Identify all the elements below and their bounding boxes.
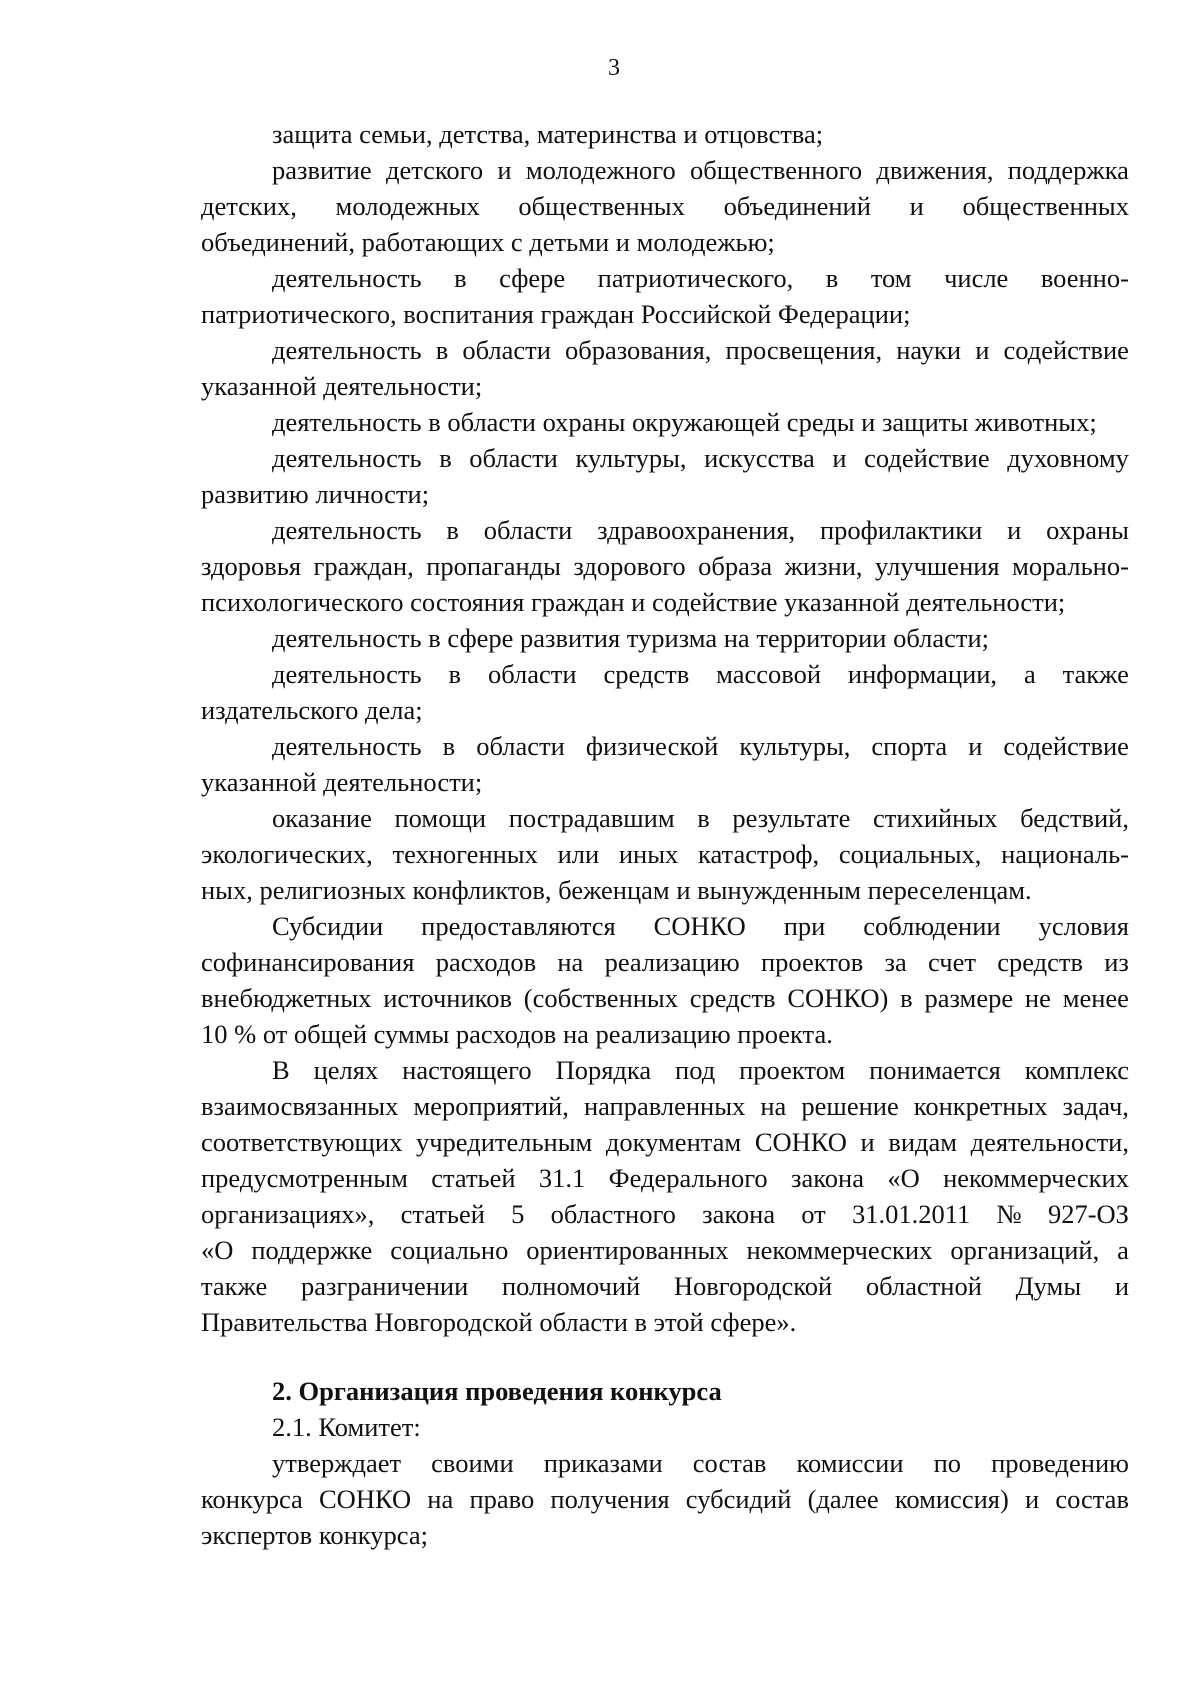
word: области [483,515,573,545]
word: также [201,1271,268,1301]
word: содействие [864,443,990,473]
word: деятельность [272,263,422,293]
word: бедствий, [1020,803,1129,833]
word: областного [550,1199,676,1229]
word: в [900,983,913,1013]
word: искусства [704,443,815,473]
paragraph-line [201,1232,1129,1268]
word: результате [732,803,851,833]
word: области [476,731,565,761]
word: «О [201,1235,234,1265]
paragraph-line: защита семьи, детства, материнства и отцовства; [272,119,824,149]
word: получения [550,1484,670,1514]
word: иных [618,839,679,869]
word: соответствующих [201,1127,403,1157]
paragraph-line [201,1052,1129,1088]
word: культуры, [739,731,851,761]
word: направленных [583,1091,746,1121]
word: экологических, [201,839,373,869]
word: СОНКО [319,1484,412,1514]
word: разграничении [300,1271,469,1301]
word: целях [313,1055,379,1085]
word: пропаганды [426,551,561,581]
paragraph-line: указанной деятельности; [201,371,483,401]
word: полномочий [501,1271,641,1301]
word: деятельности, [970,1127,1129,1157]
word: реализацию [604,947,740,977]
paragraph-line [201,1160,1129,1196]
word: и [975,335,990,365]
word: детских, [201,191,297,221]
word: видам [888,1127,958,1157]
word: числе [944,263,1009,293]
paragraph-line [201,1088,1129,1124]
paragraph-line [201,944,1129,980]
word: приказами [543,1448,663,1478]
paragraph-line: ных, религиозных конфликтов, беженцам и вынужденным переселенцам. [201,875,1032,905]
word: профилактики [819,515,983,545]
word: Субсидии [272,911,384,941]
word: том [870,263,912,293]
word: охраны [1046,515,1129,545]
word: деятельность [272,659,422,689]
word: расходов [435,947,537,977]
word: общественного [690,155,863,185]
word: здорового [573,551,686,581]
word: националь- [1001,839,1129,869]
word: физической [585,731,719,761]
paragraph-mass-media [201,656,1129,728]
word: СОНКО [754,1127,847,1157]
word: Федерального [608,1163,768,1193]
word: в [697,803,710,833]
paragraph-line: Правительства Новгородской области в этой сфере». [201,1307,797,1337]
word: содействие [1003,731,1129,761]
word: в [825,263,839,293]
word: проведению [991,1448,1129,1478]
page-number: 3 [608,55,620,81]
word: в [446,515,459,545]
word: конкретных [913,1091,1048,1121]
word: в [442,731,456,761]
word: военно- [1040,263,1129,293]
word: общественных [962,191,1129,221]
paragraph-line [201,836,1129,872]
word: ориентированных [526,1235,729,1265]
word: закона [702,1199,776,1229]
paragraph-line [201,1124,1129,1160]
word: патриотического, [597,263,794,293]
paragraph-disaster-relief [201,800,1129,908]
word: поддержка [1007,155,1129,185]
word: за [884,947,907,977]
word: (собственных [523,983,678,1013]
section-paragraph-line: экспертов конкурса; [201,1520,428,1550]
word: размере [924,983,1014,1013]
word: утверждает [272,1448,402,1478]
word: некоммерческих [746,1235,933,1265]
word: мероприятий, [413,1091,569,1121]
word: учредительным [415,1127,593,1157]
word: массовой [716,659,821,689]
section-gap [201,1340,1129,1373]
word: и [1114,1271,1129,1301]
word: области [469,443,558,473]
word: а [1023,659,1036,689]
word: стихийных [873,803,998,833]
word: 927-ОЗ [1047,1199,1129,1229]
paragraph-line: деятельность в области охраны окружающей среды и защиты животных; [272,407,1097,437]
word: здоровья [201,551,302,581]
word: области [487,659,577,689]
word: поддержке [251,1235,373,1265]
word: по [933,1448,962,1478]
word: некоммерческих [943,1163,1129,1193]
word: под [675,1055,716,1085]
paragraph-line [201,440,1129,476]
word: № [996,1199,1022,1229]
paragraph-line [201,152,1129,188]
word: при [783,911,826,941]
word: средств [603,659,690,689]
document-body [201,116,1129,1553]
paragraph-sports [201,728,1129,800]
paragraph-line: развитию личности; [201,479,430,509]
word: также [1062,659,1129,689]
word: своими [431,1448,514,1478]
paragraph-line [201,908,1129,944]
word: статьей [400,1199,485,1229]
word: движения, [876,155,994,185]
word: информации, [847,659,998,689]
word: СОНКО) [787,983,889,1013]
paragraph-line [201,260,1129,296]
word: области [462,335,551,365]
word: конкурса [201,1484,303,1514]
paragraph-patriotic-education [201,260,1129,332]
paragraph-line [201,1268,1129,1304]
word: менее [1062,983,1129,1013]
word: а [1117,1235,1129,1265]
word: предусмотренным [201,1163,408,1193]
paragraph-line [201,980,1129,1016]
word: средств [689,983,776,1013]
word: субсидий [685,1484,792,1514]
paragraph-line: объединений, работающих с детьми и молодежью; [201,227,775,257]
word: статьей [431,1163,516,1193]
paragraph-healthcare [201,512,1129,620]
section-heading: 2. Организация проведения конкурса [272,1376,722,1406]
paragraph-line [201,548,1129,584]
paragraph-line: издательского дела; [201,695,423,725]
word: соблюдении [863,911,1001,941]
word: молодежных [335,191,480,221]
paragraph-family-protection [201,116,1129,152]
word: и [832,443,847,473]
word: на [760,1091,787,1121]
word: от [801,1199,826,1229]
word: организациях», [201,1199,375,1229]
word: или [557,839,600,869]
word: помощи [394,803,487,833]
word: объединений [723,191,871,221]
word: 31.1 [538,1163,586,1193]
word: право [469,1484,535,1514]
word: предоставляются [421,911,616,941]
word: в [448,659,462,689]
paragraph-line [201,656,1129,692]
paragraph-list [201,116,1129,1340]
word: задач, [1062,1091,1129,1121]
word: на [427,1484,454,1514]
word: состав [1055,1484,1129,1514]
paragraph-line [201,1196,1129,1232]
section-subheading: 2.1. Комитет: [272,1412,421,1442]
paragraph-line: 10 % от общей суммы расходов на реализацию проекта. [201,1019,833,1049]
word: В [272,1055,290,1085]
word: пострадавшим [508,803,675,833]
word: катастроф, [697,839,820,869]
word: граждан, [313,551,414,581]
paragraph-line: патриотического, воспитания граждан Российской Федерации; [201,299,911,329]
paragraph-youth-movement [201,152,1129,260]
word: Новгородской [673,1271,833,1301]
word: понимается [869,1055,1001,1085]
word: улучшения [875,551,1000,581]
word: Думы [1015,1271,1082,1301]
word: проектов [760,947,864,977]
word: решение [801,1091,899,1121]
word: и [909,191,924,221]
word: техногенных [392,839,538,869]
word: организаций, [950,1235,1100,1265]
paragraph-environment [201,404,1129,440]
word: средств [997,947,1083,977]
paragraph-line [201,800,1129,836]
word: и [1024,1484,1040,1514]
word: науки [896,335,962,365]
word: и [1007,515,1022,545]
word: внебюджетных [201,983,372,1013]
word: (далее [807,1484,879,1514]
paragraph-culture-art [201,440,1129,512]
paragraph-co-financing [201,908,1129,1052]
word: образования, [565,335,712,365]
word: не [1024,983,1051,1013]
word: морально- [1012,551,1129,581]
paragraph-line [201,332,1129,368]
word: настоящего [402,1055,532,1085]
word: источников [383,983,512,1013]
word: содействие [1003,335,1129,365]
paragraph-line [201,512,1129,548]
word: комплекс [1024,1055,1129,1085]
section-paragraph-line [201,1481,1129,1517]
word: культуры, [575,443,687,473]
word: СОНКО [653,911,746,941]
word: Порядка [555,1055,652,1085]
paragraph-project-definition [201,1052,1129,1340]
word: деятельность [272,443,422,473]
word: комиссия) [894,1484,1009,1514]
word: 5 [511,1199,525,1229]
paragraph-line [201,728,1129,764]
word: проектом [739,1055,846,1085]
word: документам [605,1127,742,1157]
paragraph-line: указанной деятельности; [201,767,483,797]
word: детского [385,155,484,185]
word: в [439,443,452,473]
word: деятельность [272,515,422,545]
word: спорта [871,731,948,761]
word: общественных [518,191,685,221]
paragraph-education-science [201,332,1129,404]
word: закона [791,1163,864,1193]
word: жизни, [784,551,863,581]
word: оказание [272,803,372,833]
word: молодежного [525,155,676,185]
word: на [557,947,584,977]
word: в [454,263,467,293]
word: областной [865,1271,982,1301]
word: комиссии [796,1448,904,1478]
section-paragraph [201,1445,1129,1553]
word: и [860,1127,875,1157]
word: из [1104,947,1129,977]
word: в [435,335,449,365]
word: счет [928,947,976,977]
word: деятельность [272,731,422,761]
word: духовному [1007,443,1129,473]
paragraph-line: психологического состояния граждан и содействие указанной деятельности; [201,587,1066,617]
word: 31.01.2011 [851,1199,971,1229]
word: развитие [272,155,372,185]
word: социальных, [838,839,982,869]
word: софинансирования [201,947,415,977]
word: состав [692,1448,767,1478]
section-paragraph-line [201,1445,1129,1481]
word: деятельность [272,335,422,365]
word: просвещения, [725,335,883,365]
word: социально [390,1235,509,1265]
word: условия [1038,911,1129,941]
paragraph-line: деятельность в сфере развития туризма на территории области; [272,623,990,653]
paragraph-tourism [201,620,1129,656]
word: здравоохранения, [597,515,796,545]
word: и [497,155,512,185]
word: образа [698,551,773,581]
paragraph-line [201,188,1129,224]
word: «О [887,1163,920,1193]
word: и [968,731,983,761]
word: взаимосвязанных [201,1091,399,1121]
word: сфере [499,263,566,293]
